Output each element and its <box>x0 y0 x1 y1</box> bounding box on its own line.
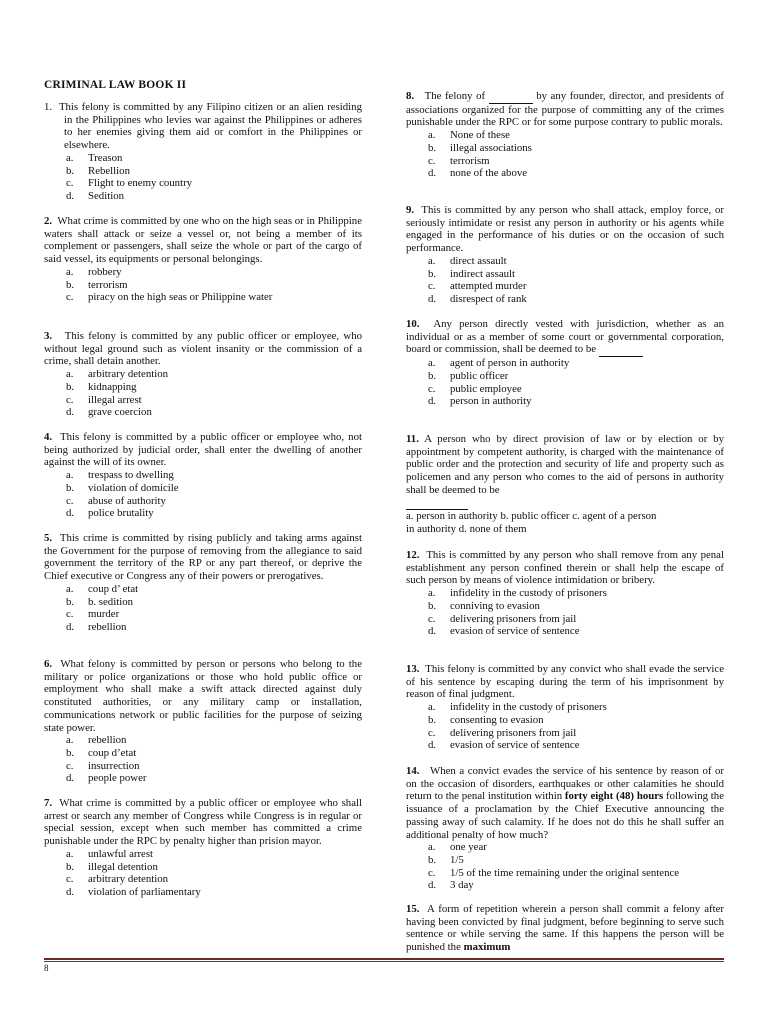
answer-option <box>406 613 724 626</box>
question-4 <box>44 431 362 520</box>
answer-option <box>44 873 362 886</box>
answer-option <box>406 167 724 180</box>
option-letter: b. <box>428 713 437 726</box>
question-number: 9. <box>406 204 415 216</box>
option-letter: c. <box>428 382 436 395</box>
question-number: 3. <box>44 330 53 342</box>
question-number: 7. <box>44 797 53 809</box>
option-letter: c. <box>66 759 74 772</box>
option-text: coup d’ etat <box>88 582 139 595</box>
option-letter: b. <box>66 746 75 759</box>
answer-option <box>44 381 362 394</box>
option-list <box>44 152 362 203</box>
answer-option <box>406 841 724 854</box>
question-8 <box>406 90 724 180</box>
option-text: None of these <box>450 129 510 142</box>
option-text: attempted murder <box>450 280 527 293</box>
answer-option <box>406 879 724 892</box>
answer-blank <box>406 497 468 511</box>
question-text: This is committed by any person who shall attack, employ force, or seriously intimidate or resist any person in authority or his agents while engaged in the performance of his duties or on the occasion of such performance. <box>406 204 724 255</box>
question-text: Any person directly vested with jurisdiction, whether as an individual or as a member of some court or governmental corporation, board or commission, shall be deemed to be <box>406 318 724 356</box>
option-text: evasion of service of sentence <box>450 739 580 752</box>
answer-option <box>44 469 362 482</box>
question-number: 11. <box>406 433 419 445</box>
option-letter: a. <box>428 587 436 600</box>
answer-option <box>406 383 724 396</box>
question-1 <box>44 101 362 203</box>
question-number: 13. <box>406 663 420 675</box>
answer-option <box>44 394 362 407</box>
option-letter: d. <box>428 625 437 638</box>
question-6 <box>44 658 362 785</box>
question-number: 2. <box>44 215 53 227</box>
answer-option <box>406 155 724 168</box>
option-text: kidnapping <box>88 380 137 393</box>
inline-options-line-1: a. person in authority b. public officer c. agent of a person <box>406 510 657 523</box>
option-list <box>44 266 362 304</box>
question-number: 15. <box>406 903 420 915</box>
option-letter: c. <box>66 393 74 406</box>
answer-option <box>406 395 724 408</box>
answer-option <box>406 867 724 880</box>
option-text: arbitrary detention <box>88 873 169 886</box>
option-letter: b. <box>66 164 75 177</box>
answer-option <box>406 255 724 268</box>
option-letter: d. <box>66 507 75 520</box>
answer-option <box>44 596 362 609</box>
option-text: murder <box>88 608 120 621</box>
answer-blank <box>599 343 643 357</box>
option-text: illegal arrest <box>88 393 142 406</box>
option-text: police brutality <box>88 507 154 520</box>
option-letter: c. <box>66 494 74 507</box>
question-10 <box>406 318 724 408</box>
option-text: none of the above <box>450 167 528 180</box>
option-letter: b. <box>428 599 437 612</box>
option-letter: c. <box>66 291 74 304</box>
inline-options-line-2: in authority d. none of them <box>406 522 527 535</box>
option-text: violation of domicile <box>88 481 179 494</box>
question-text: This felony is committed by any Filipino citizen or an alien residing in the Philippines who levies war against the Philippines or adheres to her enemies giving them aid or comfort in the Philippines or elsewhere. <box>58 101 362 152</box>
answer-option <box>406 293 724 306</box>
option-letter: d. <box>66 620 75 633</box>
option-text: indirect assault <box>450 267 516 280</box>
option-letter: a. <box>66 368 74 381</box>
option-text: illegal detention <box>88 860 158 873</box>
option-text: people power <box>88 772 147 785</box>
option-letter: c. <box>66 873 74 886</box>
option-letter: c. <box>428 866 436 879</box>
answer-option <box>406 587 724 600</box>
answer-option <box>44 152 362 165</box>
option-text: consenting to evasion <box>450 713 544 726</box>
answer-option <box>44 886 362 899</box>
emphasis-text: maximum <box>463 941 511 954</box>
option-letter: c. <box>428 280 436 293</box>
question-text: A person who by direct provision of law or by election or by appointment by competent authority, is charged with the maintenance of public order and the protection and security of life and property such as policemen and any person who comes to the aid of persons in authority shall be deemed to be <box>406 433 724 496</box>
answer-option <box>406 739 724 752</box>
option-letter: d. <box>66 189 75 202</box>
option-text: coup d’etat <box>88 746 137 759</box>
option-letter: d. <box>428 395 437 408</box>
option-text: public officer <box>450 369 509 382</box>
answer-option <box>406 625 724 638</box>
option-letter: c. <box>66 177 74 190</box>
question-text: What crime is committed by one who on the high seas or in Philippine waters shall attack or seize a vessel or, not being a member of its complement or passengers, shall seize the whole or part of the cargo of said vessel, its equipments or personal belongings. <box>44 215 362 266</box>
option-text: b. sedition <box>88 595 133 608</box>
option-text: rebellion <box>88 734 127 747</box>
question-text: This felony is committed by any convict who shall evade the service of his sentence by escaping during the term of his imprisonment by reason of final judgment. <box>406 663 724 701</box>
option-list <box>406 841 724 892</box>
option-letter: d. <box>428 879 437 892</box>
option-text: rebellion <box>88 620 127 633</box>
answer-option <box>44 608 362 621</box>
option-letter: a. <box>428 254 436 267</box>
answer-option <box>406 727 724 740</box>
option-list <box>406 357 724 408</box>
option-letter: c. <box>428 612 436 625</box>
question-3 <box>44 330 362 419</box>
option-text: terrorism <box>450 154 490 167</box>
option-text: terrorism <box>88 278 128 291</box>
answer-option <box>44 482 362 495</box>
option-text: delivering prisoners from jail <box>450 612 577 625</box>
option-text: insurrection <box>88 759 140 772</box>
option-list <box>406 587 724 638</box>
answer-option <box>44 291 362 304</box>
option-letter: b. <box>428 267 437 280</box>
option-letter: c. <box>66 608 74 621</box>
answer-option <box>406 357 724 370</box>
option-letter: a. <box>66 151 74 164</box>
answer-option <box>44 368 362 381</box>
option-letter: d. <box>66 406 75 419</box>
question-number: 14. <box>406 765 420 777</box>
option-list <box>44 848 362 899</box>
question-number: 5. <box>44 532 53 544</box>
answer-option <box>406 268 724 281</box>
question-15 <box>406 903 724 954</box>
question-number: 10. <box>406 318 420 330</box>
question-number: 8. <box>406 90 415 102</box>
question-number: 12. <box>406 549 420 561</box>
answer-option <box>406 854 724 867</box>
question-9 <box>406 204 724 306</box>
option-text: conniving to evasion <box>450 599 540 612</box>
question-13 <box>406 663 724 752</box>
question-text: What crime is committed by a public officer or employee who shall arrest or search any member of Congress while Congress is in regular or special session, except when such member has committed a crime punishable under the RPC by penalty higher than prision mayor. <box>44 797 362 848</box>
option-text: Sedition <box>88 189 124 202</box>
option-letter: b. <box>428 141 437 154</box>
answer-option <box>44 772 362 785</box>
option-text: 1/5 of the time remaining under the original sentence <box>450 866 680 879</box>
option-letter: c. <box>428 154 436 167</box>
footer-rule <box>44 958 724 960</box>
answer-option <box>44 747 362 760</box>
option-text: arbitrary detention <box>88 368 169 381</box>
option-text: one year <box>450 841 487 854</box>
option-letter: c. <box>428 726 436 739</box>
answer-blank <box>489 90 533 104</box>
page-number: 8 <box>44 963 49 973</box>
question-12 <box>406 549 724 638</box>
question-5 <box>44 532 362 634</box>
question-text: This is committed by any person who shall remove from any penal establishment any person confined therein or shall help the escape of such person by means of violence intimidation or bribery. <box>406 549 724 587</box>
option-list <box>406 129 724 180</box>
question-text: A form of repetition wherein a person shall commit a felony after having been convicted by final judgment, before beginning to serve such sentence or while serving the same. If this happens the person will be punished the <box>406 903 724 954</box>
option-list <box>406 255 724 306</box>
answer-option <box>44 583 362 596</box>
option-letter: d. <box>66 885 75 898</box>
question-11 <box>406 433 724 536</box>
answer-option <box>44 848 362 861</box>
answer-option <box>406 714 724 727</box>
answer-option <box>406 129 724 142</box>
option-list <box>44 583 362 634</box>
answer-option <box>44 760 362 773</box>
footer-rule-thin <box>44 961 724 962</box>
option-text: disrespect of rank <box>450 292 527 305</box>
question-14 <box>406 765 724 892</box>
option-text: Rebellion <box>88 164 130 177</box>
question-number: 1. <box>44 101 53 113</box>
answer-option <box>44 177 362 190</box>
option-letter: a. <box>428 129 436 142</box>
option-text: abuse of authority <box>88 494 166 507</box>
option-list <box>44 469 362 520</box>
option-letter: a. <box>66 734 74 747</box>
option-text: grave coercion <box>88 406 152 419</box>
option-list <box>44 368 362 419</box>
option-letter: b. <box>428 369 437 382</box>
option-text: Treason <box>88 151 123 164</box>
question-number: 6. <box>44 658 53 670</box>
option-letter: a. <box>66 582 74 595</box>
question-7 <box>44 797 362 899</box>
option-text: illegal associations <box>450 141 532 154</box>
page-title: CRIMINAL LAW BOOK II <box>44 79 187 91</box>
option-text: violation of parliamentary <box>88 885 201 898</box>
option-text: evasion of service of sentence <box>450 625 580 638</box>
option-text: direct assault <box>450 254 507 267</box>
answer-option <box>44 734 362 747</box>
question-text: The felony of <box>424 90 486 102</box>
answer-option <box>406 701 724 714</box>
option-text: infidelity in the custody of prisoners <box>450 587 607 600</box>
option-letter: b. <box>66 278 75 291</box>
option-text: delivering prisoners from jail <box>450 726 577 739</box>
option-letter: a. <box>428 701 436 714</box>
option-text: person in authority <box>450 395 532 408</box>
answer-option <box>44 279 362 292</box>
option-text: piracy on the high seas or Philippine water <box>88 291 273 304</box>
answer-option <box>44 266 362 279</box>
answer-option <box>406 600 724 613</box>
question-text: This crime is committed by rising publicly and taking arms against the Government for the purpose of removing from the allegiance to said government the territory of the RP or any part thereof, or deprive the Chief executive or Congress any of their powers or prerogatives. <box>44 532 362 583</box>
question-text-continued: following the issuance of a proclamation by the Chief Executive announcing the passing away of such calamity. If he does not do this he shall suffer an additional penalty of how much? <box>406 790 724 841</box>
question-text-continued: by any founder, director, and presidents of associations organized for the purpose of committing any of the crimes punishable under the RPC or for some purpose contrary to public morals. <box>406 90 724 129</box>
answer-option <box>44 190 362 203</box>
answer-option <box>44 165 362 178</box>
option-text: unlawful arrest <box>88 847 154 860</box>
question-text: When a convict evades the service of his sentence by reason of or on the occasion of disorders, earthquakes or other calamities he should return to the penal institution within <box>406 765 724 803</box>
option-letter: a. <box>66 265 74 278</box>
answer-option <box>44 507 362 520</box>
question-number: 4. <box>44 431 53 443</box>
option-letter: b. <box>428 853 437 866</box>
option-text: infidelity in the custody of prisoners <box>450 701 607 714</box>
option-letter: a. <box>66 847 74 860</box>
option-letter: a. <box>428 357 436 370</box>
option-list <box>44 734 362 785</box>
option-text: Flight to enemy country <box>88 177 193 190</box>
option-letter: d. <box>428 739 437 752</box>
answer-option <box>406 142 724 155</box>
answer-option <box>44 621 362 634</box>
option-text: 1/5 <box>450 853 464 866</box>
option-text: robbery <box>88 265 122 278</box>
option-letter: a. <box>428 841 436 854</box>
option-text: trespass to dwelling <box>88 469 174 482</box>
question-text: This felony is committed by a public officer or employee who, not being authorized by judicial order, shall enter the dwelling of another against the will of its owner. <box>44 431 362 469</box>
option-text: 3 day <box>450 879 474 892</box>
question-text: This felony is committed by any public officer or employee, who without legal ground such as violent insanity or the commission of a crime, shall detain another. <box>44 330 362 368</box>
answer-option <box>44 861 362 874</box>
option-letter: a. <box>66 469 74 482</box>
option-letter: b. <box>66 380 75 393</box>
option-letter: b. <box>66 860 75 873</box>
option-text: agent of person in authority <box>450 357 570 370</box>
option-letter: d. <box>428 167 437 180</box>
option-letter: b. <box>66 595 75 608</box>
question-text: What felony is committed by person or persons who belong to the military or police organizations or those who hold public office or employment who shall make a swift attack directed against duly constituted authorities, or any military camp or installation, communications network or public facilities for the purpose of seizing state power. <box>44 658 362 734</box>
option-letter: d. <box>428 292 437 305</box>
question-2 <box>44 215 362 304</box>
option-list <box>406 701 724 752</box>
option-letter: b. <box>66 481 75 494</box>
emphasis-text: forty eight (48) hours <box>564 790 664 803</box>
answer-option <box>44 495 362 508</box>
option-text: public employee <box>450 382 522 395</box>
answer-option <box>406 280 724 293</box>
answer-option <box>44 406 362 419</box>
answer-option <box>406 370 724 383</box>
option-letter: d. <box>66 772 75 785</box>
